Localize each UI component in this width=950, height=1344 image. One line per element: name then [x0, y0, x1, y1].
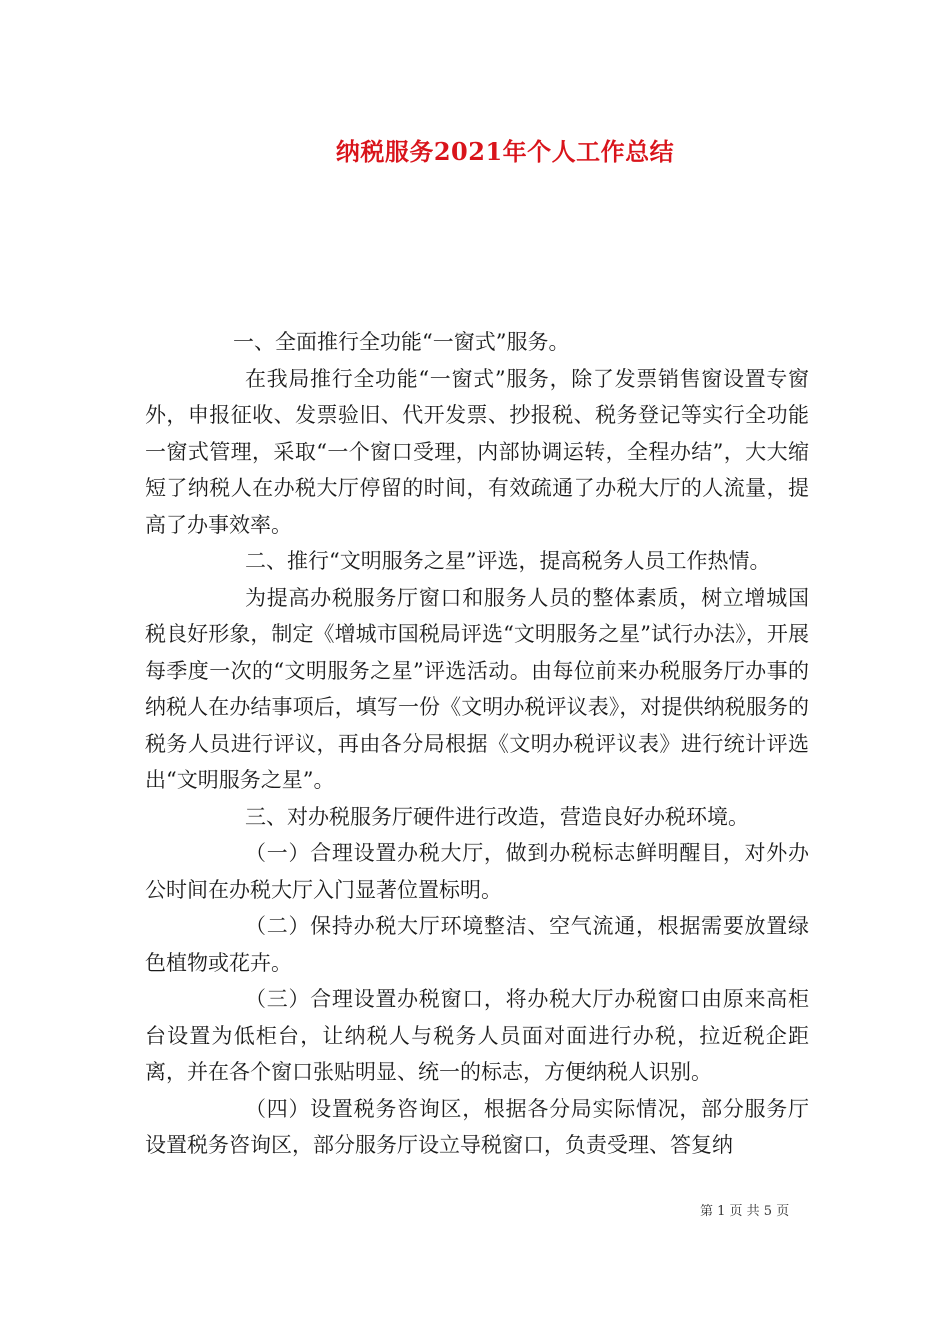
section-heading-2: 二、推行“文明服务之星”评选，提高税务人员工作热情。 — [245, 549, 771, 573]
sub-item-1: （一）合理设置办税大厅，做到办税标志鲜明醒目，对外办公时间在办税大厅入门显著位置标明。 — [145, 841, 809, 902]
paragraph-1: 在我局推行全功能“一窗式”服务，除了发票销售窗设置专窗外，申报征收、发票验旧、代开发票、抄报税、税务登记等实行全功能一窗式管理，采取“一个窗口受理，内部协调运转，全程办结”，大大缩短了纳税人在办税大厅停留的时间，有效疏通了办税大厅的人流量，提高了办事效率。 — [145, 366, 809, 537]
section-heading-3: 三、对办税服务厅硬件进行改造，营造良好办税环境。 — [245, 804, 749, 829]
sub-item-4: （四）设置税务咨询区，根据各分局实际情况，部分服务厅设置税务咨询区，部分服务厅设立导税窗口，负责受理、答复纳 — [145, 1096, 809, 1157]
paragraph-2: 为提高办税服务厅窗口和服务人员的整体素质，树立增城国税良好形象，制定《增城市国税局评选“文明服务之星”试行办法》，开展每季度一次的“文明服务之星”评选活动。由每位前来办税服务厅办事的纳税人在办结事项后，填写一份《文明办税评议表》，对提供纳税服务的税务人员进行评议，再由各分局根据《文明办税评议表》进行统计评选出“文明服务之星”。 — [145, 585, 809, 792]
section-heading-1: 一、全面推行全功能“一窗式”服务。 — [233, 330, 570, 354]
sub-item-2: （二）保持办税大厅环境整洁、空气流通，根据需要放置绿色植物或花卉。 — [145, 914, 809, 975]
sub-item-3: （三）合理设置办税窗口，将办税大厅办税窗口由原来高柜台设置为低柜台，让纳税人与税务人员面对面进行办税，拉近税企距离，并在各个窗口张贴明显、统一的标志，方便纳税人识别。 — [145, 987, 809, 1084]
document-title: 纳税服务2021年个人工作总结 — [335, 137, 675, 166]
page-number: 第 1 页 共 5 页 — [700, 1204, 790, 1219]
document-body — [145, 324, 809, 1164]
